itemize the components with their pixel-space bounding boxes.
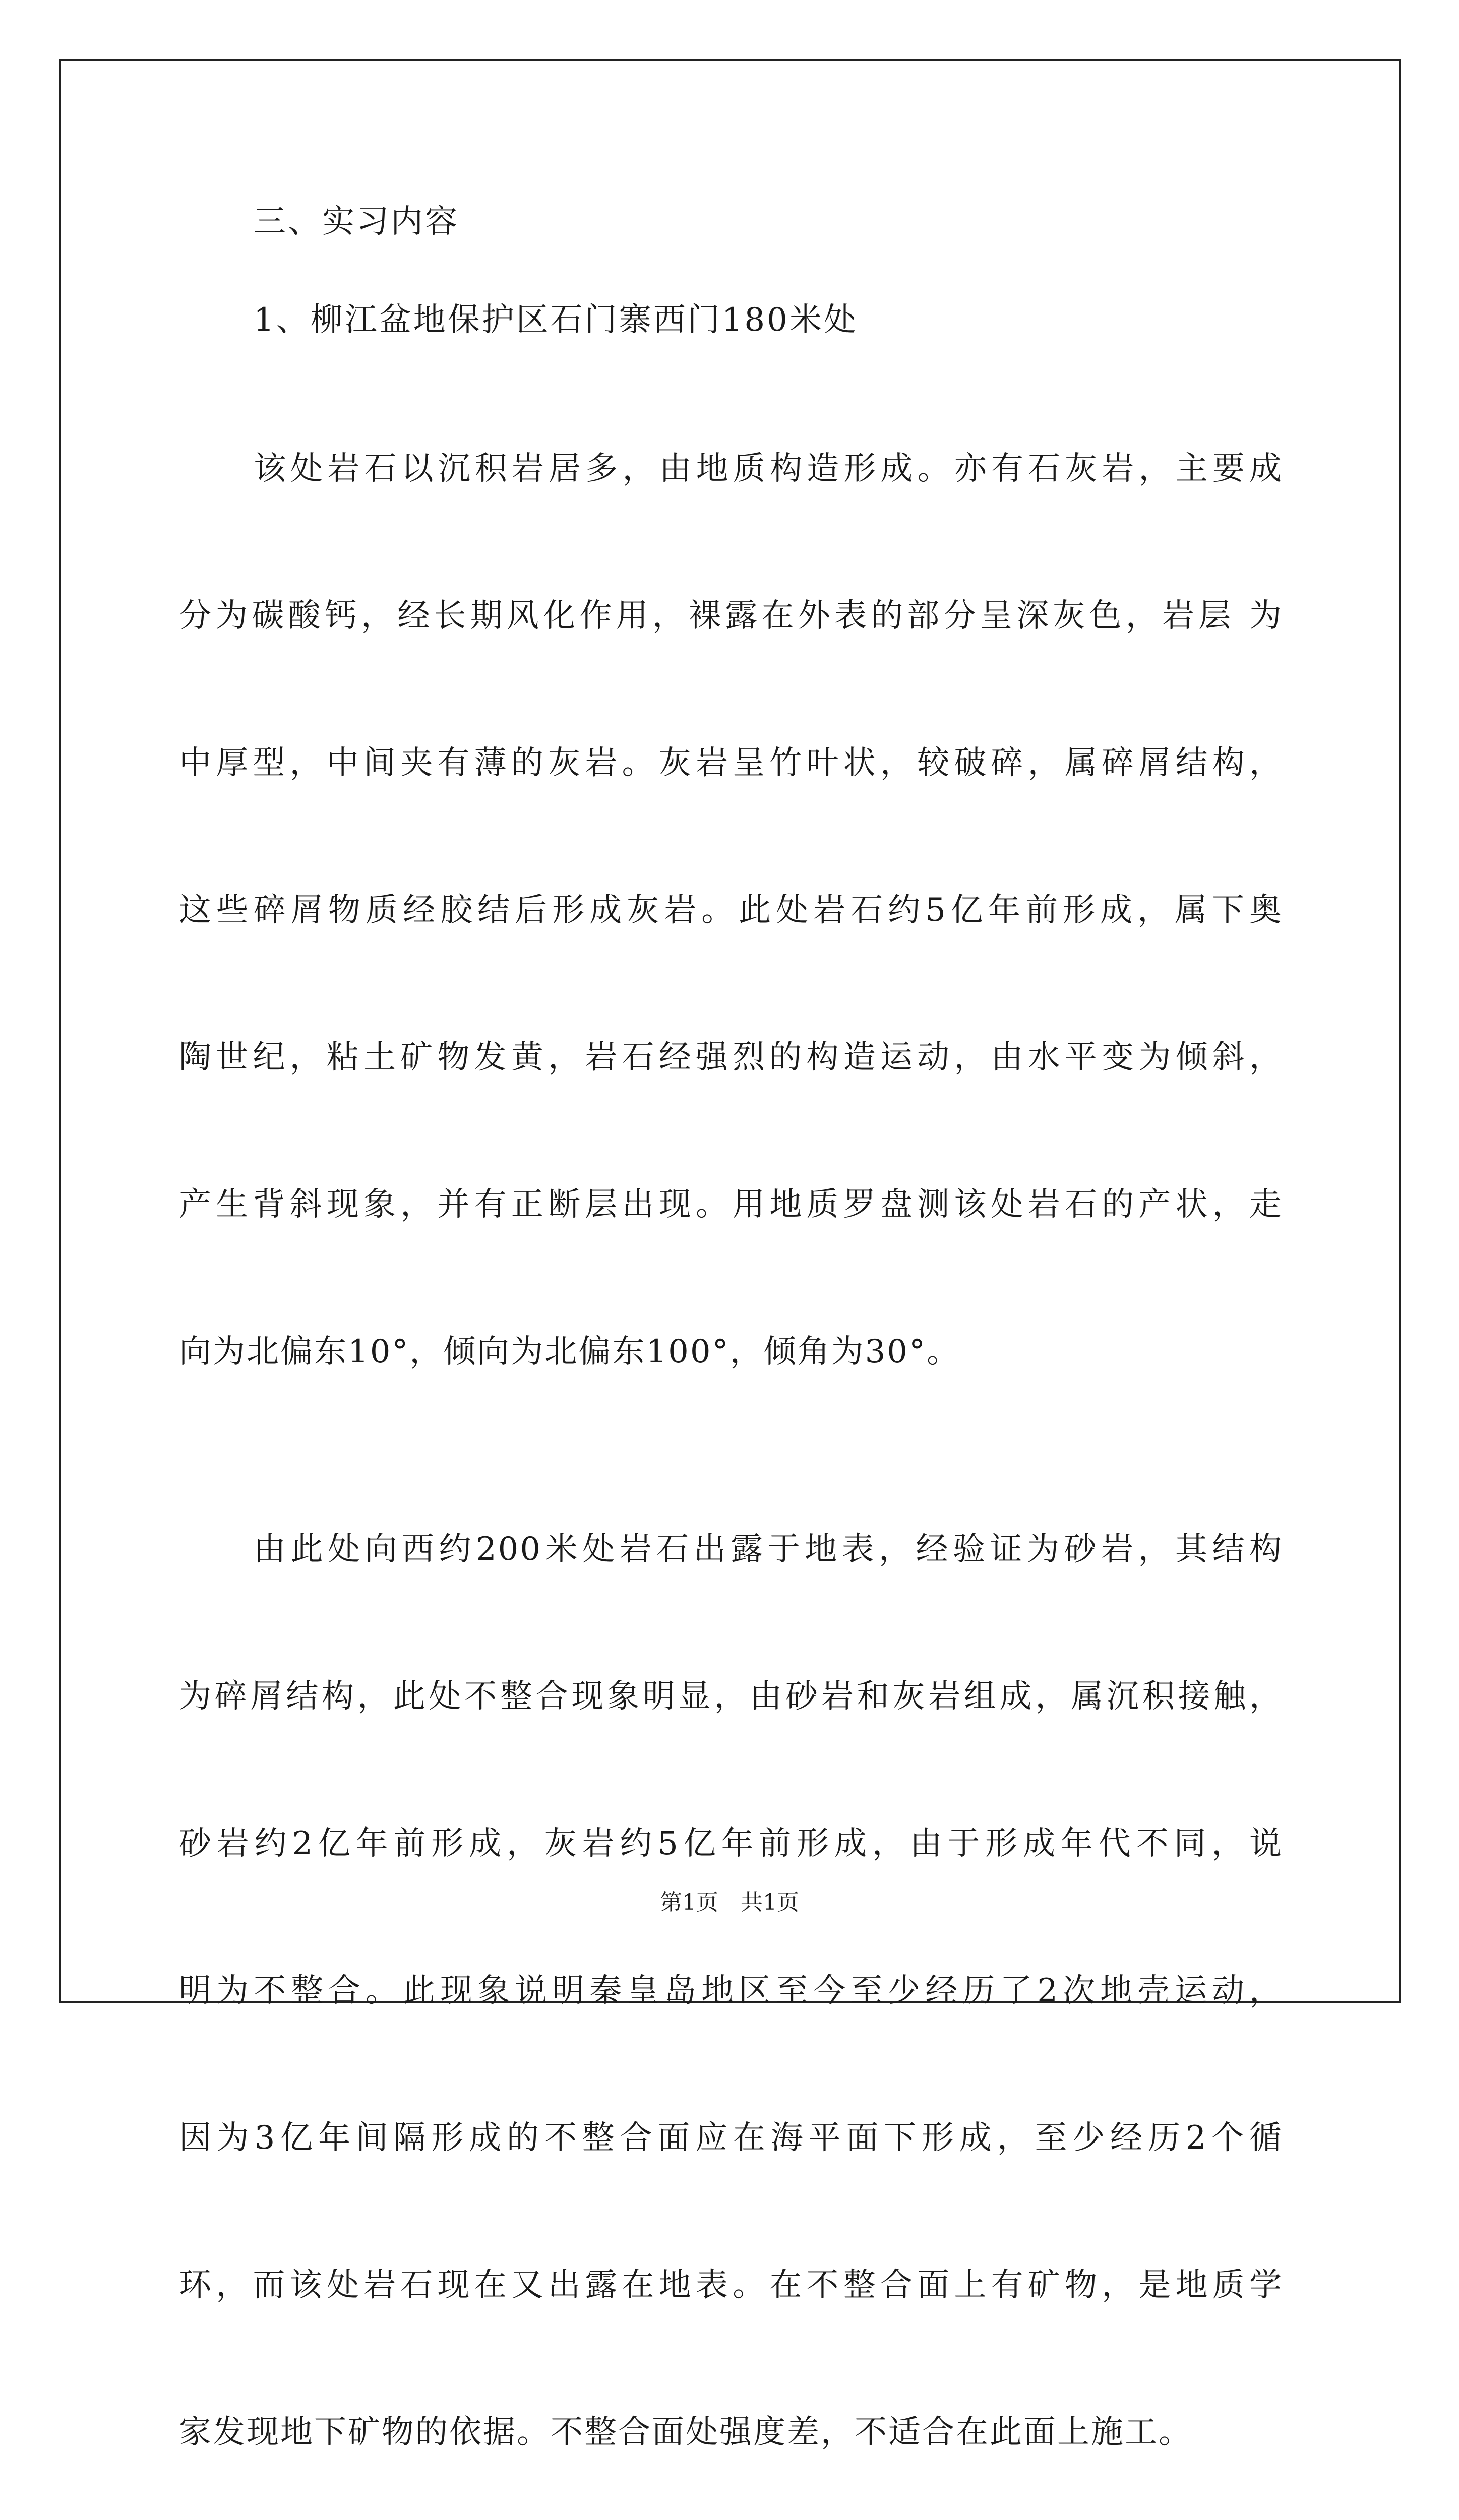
paragraph-1-line: 陶世纪，粘土矿物发黄，岩石经强烈的构造运动，由水平变为倾斜， [179, 1039, 1283, 1076]
section-title: 三、实习内容 [254, 203, 459, 240]
paragraph-1-line: 中厚型，中间夹有薄的灰岩。灰岩呈竹叶状，较破碎，属碎屑结构， [179, 744, 1283, 782]
paragraph-1-line: 这些碎屑物质经胶结后形成灰岩。此处岩石约5亿年前形成，属下奥 [179, 892, 1283, 929]
paragraph-2-line: 家发现地下矿物的依据。不整合面处强度差，不适合在此面上施工。 [179, 2414, 1192, 2451]
paragraph-1-line: 该处岩石以沉积岩居多，由地质构造形成。亦有石灰岩，主要成 [254, 450, 1283, 487]
paragraph-2-line: 明为不整合。此现象说明秦皇岛地区至今至少经历了2次地壳运动， [179, 1972, 1283, 2009]
paragraph-2-line: 环，而该处岩石现在又出露在地表。在不整合面上有矿物，是地质学 [179, 2266, 1283, 2304]
paragraph-1-line: 产生背斜现象，并有正断层出现。用地质罗盘测该处岩石的产状，走 [179, 1186, 1283, 1223]
paragraph-1 [179, 393, 1283, 1427]
paragraph-2-line: 砂岩约2亿年前形成，灰岩约5亿年前形成，由于形成年代不同，说 [179, 1825, 1283, 1862]
paragraph-2-line: 因为3亿年间隔形成的不整合面应在海平面下形成，至少经历2个循 [179, 2119, 1283, 2157]
paragraph-2 [179, 1474, 1283, 2508]
paragraph-2-line: 为碎屑结构，此处不整合现象明显，由砂岩和灰岩组成，属沉积接触， [179, 1678, 1283, 1715]
paragraph-1-line: 向为北偏东10°，倾向为北偏东100°，倾角为30°。 [179, 1333, 961, 1370]
paragraph-1-line: 分为碳酸钙，经长期风化作用，裸露在外表的部分呈深灰色，岩层 为 [179, 597, 1283, 635]
page-footer: 第1页 共1页 [660, 1889, 799, 1915]
document-body [179, 197, 1283, 2520]
paragraph-2-line: 由此处向西约200米处岩石出露于地表，经验证为砂岩，其结构 [254, 1531, 1283, 1568]
item1-title: 1、柳江盆地保护区石门寨西门180米处 [254, 301, 858, 339]
